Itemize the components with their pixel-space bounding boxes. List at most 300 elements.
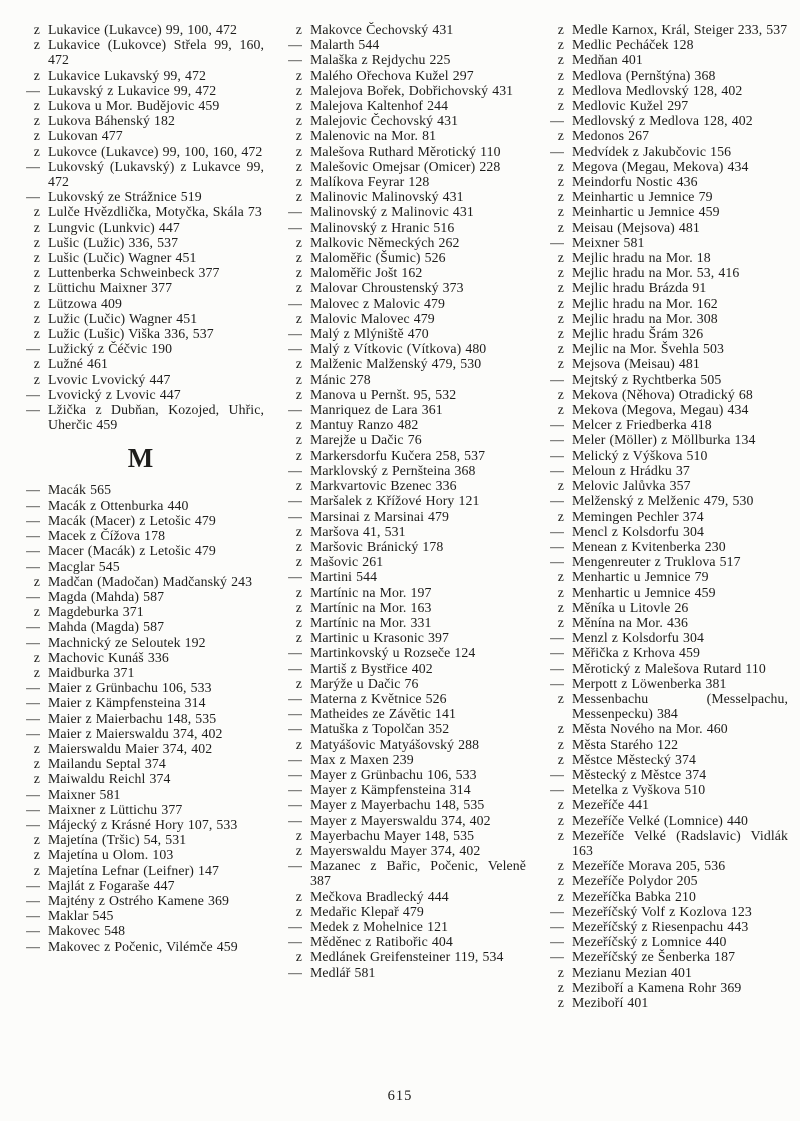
entry-text: Lukovský (Lukavský) z Lukavce 99, 472 — [48, 158, 264, 190]
entry-prefix: z — [557, 52, 564, 68]
entry-text: Lužic (Lučic) Wagner 451 — [48, 310, 198, 326]
entry-prefix: z — [33, 356, 40, 372]
entry-text: Měrotický z Malešova Rutard 110 — [572, 660, 766, 676]
index-entry — [280, 904, 526, 919]
entry-text: Medlář 581 — [310, 964, 376, 980]
index-entry — [18, 326, 264, 341]
entry-prefix: z — [557, 326, 564, 342]
index-entry — [280, 706, 526, 721]
entry-text: Manriquez de Lara 361 — [310, 402, 443, 418]
entry-prefix: z — [33, 664, 40, 680]
index-entry — [280, 934, 526, 949]
index-entry — [18, 498, 264, 513]
entry-prefix: z — [33, 128, 40, 144]
entry-text: Mezeříče 441 — [572, 797, 650, 813]
entry-prefix: — — [26, 619, 40, 635]
entry-text: Malý z Mlýniště 470 — [310, 326, 429, 342]
entry-prefix: — — [288, 858, 302, 874]
index-entry — [542, 813, 788, 828]
entry-prefix: — — [288, 782, 302, 798]
entry-prefix: — — [288, 204, 302, 220]
entry-text: Mazanec z Bařic, Počenic, Veleně 387 — [310, 858, 526, 889]
entry-prefix: z — [33, 280, 40, 296]
index-entry — [280, 174, 526, 189]
entry-text: Meziboří 401 — [572, 995, 649, 1010]
index-entry — [542, 797, 788, 812]
entry-text: Mejlic hradu Brázda 91 — [572, 280, 707, 296]
index-entry — [542, 980, 788, 995]
index-entry — [280, 144, 526, 159]
entry-text: Mejlic na Mor. Švehla 503 — [572, 341, 725, 357]
index-entry — [18, 726, 264, 741]
entry-text: Měníka u Litovle 26 — [572, 599, 689, 615]
entry-text: Maklar 545 — [48, 908, 114, 924]
index-entry — [18, 741, 264, 756]
index-entry — [280, 919, 526, 934]
entry-prefix: — — [288, 462, 302, 478]
entry-prefix: z — [33, 204, 40, 220]
index-entry — [18, 847, 264, 862]
entry-text: Malkovic Německých 262 — [310, 234, 460, 250]
entry-text: Majetína u Olom. 103 — [48, 847, 174, 863]
entry-prefix: — — [550, 234, 564, 250]
entry-prefix: — — [288, 645, 302, 661]
entry-prefix: z — [33, 756, 40, 772]
entry-prefix: — — [26, 558, 40, 574]
entry-text: Martiš z Bystřice 402 — [310, 660, 433, 676]
entry-prefix: z — [295, 599, 302, 615]
index-entry — [280, 737, 526, 752]
entry-text: Medek z Mohelnice 121 — [310, 918, 449, 934]
entry-prefix: — — [288, 706, 302, 722]
entry-prefix: — — [288, 766, 302, 782]
entry-text: Mayerswaldu Mayer 374, 402 — [310, 842, 481, 858]
entry-text: Lukovský ze Strážnice 519 — [48, 189, 202, 205]
entry-prefix: z — [557, 873, 564, 889]
entry-prefix: z — [33, 310, 40, 326]
index-entry — [280, 478, 526, 493]
entry-text: Megova (Megau, Mekova) 434 — [572, 158, 749, 174]
entry-prefix: — — [550, 660, 564, 676]
index-entry — [280, 417, 526, 432]
entry-text: Lušic (Lužic) 336, 537 — [48, 234, 179, 250]
entry-prefix: z — [295, 630, 302, 646]
entry-text: Majetína Lefnar (Leifner) 147 — [48, 862, 220, 878]
entry-prefix: — — [550, 523, 564, 539]
index-entry — [542, 767, 788, 782]
entry-prefix: — — [288, 37, 302, 53]
entry-prefix: z — [33, 649, 40, 665]
entry-prefix: z — [295, 174, 302, 190]
index-entry — [280, 98, 526, 113]
index-entry — [280, 949, 526, 964]
index-entry — [542, 858, 788, 873]
entry-prefix: — — [550, 143, 564, 159]
entry-prefix: z — [295, 554, 302, 570]
entry-prefix: — — [550, 554, 564, 570]
entry-prefix: — — [550, 630, 564, 646]
entry-text: Markvartovic Bzenec 336 — [310, 478, 457, 494]
entry-text: Mečkova Bradlecký 444 — [310, 888, 449, 904]
entry-prefix: z — [557, 599, 564, 615]
entry-text: Marklovský z Pernšteina 368 — [310, 462, 476, 478]
index-entry — [18, 311, 264, 326]
index-entry — [542, 965, 788, 980]
entry-prefix: z — [557, 827, 564, 843]
entry-text: Lukavice (Lukovce) Střela 99, 160, 472 — [48, 37, 264, 68]
entry-text: Marejže u Dačic 76 — [310, 432, 422, 448]
entry-text: Maloměřic (Šumic) 526 — [310, 250, 446, 266]
entry-prefix: z — [557, 265, 564, 281]
index-entry — [280, 676, 526, 691]
entry-prefix: z — [295, 949, 302, 965]
entry-prefix: z — [557, 797, 564, 813]
index-entry — [542, 509, 788, 524]
entry-prefix: — — [550, 447, 564, 463]
index-entry — [18, 356, 264, 371]
entry-prefix: z — [33, 113, 40, 129]
entry-text: Meixner 581 — [572, 234, 645, 250]
entry-text: Metelka z Vyškova 510 — [572, 782, 706, 798]
index-entry — [280, 509, 526, 524]
index-entry — [280, 813, 526, 828]
entry-prefix: — — [288, 493, 302, 509]
entry-prefix: z — [557, 189, 564, 205]
entry-text: Medlova (Pernštýna) 368 — [572, 67, 716, 83]
index-entry — [542, 296, 788, 311]
index-entry — [542, 311, 788, 326]
entry-text: Mejlic hradu na Mor. 18 — [572, 250, 711, 266]
index-entry — [280, 52, 526, 67]
entry-prefix: z — [33, 862, 40, 878]
entry-text: Lužné 461 — [48, 356, 109, 372]
entry-text: Materna z Květnice 526 — [310, 690, 447, 706]
index-entry — [18, 250, 264, 265]
index-entry — [18, 98, 264, 113]
index-entry — [542, 554, 788, 569]
index-entry — [18, 235, 264, 250]
entry-prefix: z — [295, 478, 302, 494]
index-entry — [542, 235, 788, 250]
index-entry — [280, 539, 526, 554]
entry-text: Městecký z Městce 374 — [572, 766, 707, 782]
entry-prefix: z — [557, 812, 564, 828]
index-entry — [18, 482, 264, 497]
entry-text: Markersdorfu Kučera 258, 537 — [310, 447, 486, 463]
index-entry — [280, 554, 526, 569]
entry-text: Martinkovský u Rozseče 124 — [310, 645, 476, 661]
entry-text: Meziboří a Kamena Rohr 369 — [572, 979, 742, 995]
entry-prefix: — — [288, 690, 302, 706]
index-entry — [18, 513, 264, 528]
entry-prefix: z — [295, 82, 302, 98]
entry-prefix: z — [557, 310, 564, 326]
entry-text: Majlát z Fogaraše 447 — [48, 877, 175, 893]
entry-text: Malý z Vítkovic (Vítkova) 480 — [310, 341, 487, 357]
entry-text: Malinovský z Hranic 516 — [310, 219, 455, 235]
index-entry — [18, 341, 264, 356]
entry-prefix: — — [550, 113, 564, 129]
index-entry — [280, 721, 526, 736]
entry-prefix: z — [557, 174, 564, 190]
index-entry — [18, 402, 264, 432]
index-entry — [18, 159, 264, 189]
entry-text: Malejova Kaltenhof 244 — [310, 98, 449, 114]
entry-prefix: z — [295, 22, 302, 37]
entry-text: Lužický z Čéčvic 190 — [48, 341, 173, 357]
entry-text: Medvídek z Jakubčovic 156 — [572, 143, 732, 159]
index-entry — [280, 448, 526, 463]
entry-text: Mayer z Grünbachu 106, 533 — [310, 766, 477, 782]
entry-text: Malovic Malovec 479 — [310, 310, 435, 326]
entry-text: Melženský z Melženic 479, 530 — [572, 493, 754, 509]
entry-prefix: — — [550, 675, 564, 691]
index-entry — [18, 863, 264, 878]
index-entry — [542, 432, 788, 447]
entry-prefix: — — [288, 295, 302, 311]
entry-text: Messenbachu (Messelpachu, Messenpecku) 384 — [572, 690, 788, 722]
entry-text: Malinovský z Malinovic 431 — [310, 204, 474, 220]
entry-prefix: z — [295, 903, 302, 919]
entry-prefix: — — [288, 797, 302, 813]
entry-text: Lukova Báhenský 182 — [48, 113, 176, 129]
entry-text: Merpott z Löwenberka 381 — [572, 675, 727, 691]
index-entry — [280, 402, 526, 417]
index-entry — [18, 265, 264, 280]
entry-prefix: z — [557, 295, 564, 311]
entry-prefix: — — [550, 417, 564, 433]
entry-prefix: z — [33, 98, 40, 114]
entry-text: Lukovce (Lukavce) 99, 100, 160, 472 — [48, 143, 263, 159]
entry-text: Mašovic 261 — [310, 554, 384, 570]
index-entry — [280, 311, 526, 326]
index-entry — [18, 372, 264, 387]
entry-text: Města Nového na Mor. 460 — [572, 721, 728, 737]
entry-prefix: z — [557, 204, 564, 220]
entry-prefix: — — [26, 402, 40, 418]
entry-text: Mekova (Něhova) Otradický 68 — [572, 386, 753, 402]
entry-prefix: z — [295, 98, 302, 114]
entry-prefix: z — [557, 478, 564, 494]
entry-prefix: z — [557, 37, 564, 53]
entry-text: Machnický ze Seloutek 192 — [48, 634, 206, 650]
entry-text: Lvovic Lvovický 447 — [48, 371, 171, 387]
entry-text: Medlova Medlovský 128, 402 — [572, 82, 743, 98]
entry-text: Malešova Ruthard Měrotický 110 — [310, 143, 501, 159]
entry-prefix: z — [295, 888, 302, 904]
entry-text: Lukova u Mor. Budějovic 459 — [48, 98, 220, 114]
entry-text: Macglar 545 — [48, 558, 120, 574]
entry-text: Melovic Jalůvka 357 — [572, 478, 691, 494]
index-entry — [542, 113, 788, 128]
entry-prefix: — — [550, 918, 564, 934]
entry-text: Matyášovic Matyášovský 288 — [310, 736, 480, 752]
index-entry — [280, 83, 526, 98]
entry-text: Macek z Čížova 178 — [48, 528, 166, 544]
entry-prefix: z — [33, 37, 40, 53]
entry-text: Lüttichu Maixner 377 — [48, 280, 173, 296]
entry-text: Majtény z Ostrého Kamene 369 — [48, 892, 230, 908]
entry-text: Lulče Hvězdlička, Motyčka, Skála 73 — [48, 204, 262, 220]
entry-prefix: — — [550, 371, 564, 387]
entry-prefix: z — [295, 538, 302, 554]
entry-text: Melický z Výškova 510 — [572, 447, 708, 463]
index-entry — [280, 615, 526, 630]
entry-prefix: — — [288, 52, 302, 68]
entry-prefix: z — [33, 847, 40, 863]
entry-prefix: z — [557, 751, 564, 767]
index-entry — [18, 832, 264, 847]
entry-text: Mayer z Mayerbachu 148, 535 — [310, 797, 485, 813]
entry-text: Makovce Čechovský 431 — [310, 22, 454, 37]
entry-prefix: — — [26, 816, 40, 832]
index-entry — [18, 771, 264, 786]
index-entry — [542, 995, 788, 1010]
index-entry — [542, 83, 788, 98]
page-number: 615 — [387, 1088, 413, 1104]
index-entry — [18, 543, 264, 558]
entry-text: Mánic 278 — [310, 371, 371, 387]
index-entry — [280, 493, 526, 508]
index-entry — [280, 645, 526, 660]
index-entry — [280, 585, 526, 600]
index-entry — [280, 387, 526, 402]
index-entry — [542, 387, 788, 402]
entry-text: Mejtský z Rychtberka 505 — [572, 371, 722, 387]
index-entry — [542, 539, 788, 554]
entry-text: Makovec z Počenic, Vilémče 459 — [48, 938, 238, 954]
index-entry — [18, 787, 264, 802]
index-entry — [280, 22, 526, 37]
entry-prefix: — — [26, 82, 40, 98]
index-entry — [542, 204, 788, 219]
entry-prefix: z — [295, 432, 302, 448]
index-entry — [18, 665, 264, 680]
index-entry — [280, 235, 526, 250]
entry-text: Májecký z Krásné Hory 107, 533 — [48, 816, 238, 832]
index-entry — [280, 600, 526, 615]
entry-text: Marýže u Dačic 76 — [310, 675, 419, 691]
entry-prefix: z — [557, 858, 564, 874]
entry-prefix: — — [26, 158, 40, 174]
entry-text: Melcer z Friedberka 418 — [572, 417, 712, 433]
entry-text: Mahda (Magda) 587 — [48, 619, 165, 635]
index-entry — [18, 711, 264, 726]
entry-text: Menzl z Kolsdorfu 304 — [572, 630, 704, 646]
index-entry — [18, 589, 264, 604]
index-entry — [18, 559, 264, 574]
entry-prefix: z — [295, 310, 302, 326]
entry-text: Menean z Kvitenberka 230 — [572, 538, 726, 554]
entry-text: Madčan (Madočan) Madčanský 243 — [48, 573, 253, 589]
entry-prefix: — — [550, 949, 564, 965]
entry-prefix: — — [288, 341, 302, 357]
index-entry — [542, 615, 788, 630]
entry-text: Lukavice (Lukavce) 99, 100, 472 — [48, 22, 237, 37]
index-entry — [280, 296, 526, 311]
entry-text: Malaška z Rejdychu 225 — [310, 52, 451, 68]
entry-text: Magdeburka 371 — [48, 604, 144, 620]
entry-text: Medňan 401 — [572, 52, 643, 68]
section-header-letter: M — [127, 443, 155, 474]
entry-text: Městce Městecký 374 — [572, 751, 696, 767]
entry-text: Magda (Mahda) 587 — [48, 588, 165, 604]
index-entry — [542, 889, 788, 904]
entry-prefix: z — [295, 386, 302, 402]
index-entry — [18, 128, 264, 143]
entry-prefix: — — [26, 634, 40, 650]
entry-prefix: z — [33, 250, 40, 266]
entry-prefix: — — [26, 482, 40, 498]
index-entry — [542, 934, 788, 949]
entry-prefix: — — [288, 934, 302, 950]
index-entry — [542, 524, 788, 539]
index-entry — [18, 619, 264, 634]
entry-prefix: — — [288, 918, 302, 934]
entry-prefix: z — [33, 573, 40, 589]
entry-prefix: z — [295, 584, 302, 600]
index-entry — [280, 159, 526, 174]
index-entry — [542, 478, 788, 493]
index-entry — [18, 878, 264, 893]
entry-prefix: z — [557, 690, 564, 706]
entry-prefix: — — [288, 219, 302, 235]
entry-prefix: z — [295, 280, 302, 296]
entry-text: Mejlic hradu na Mor. 162 — [572, 295, 718, 311]
index-entry — [542, 828, 788, 858]
entry-prefix: z — [295, 143, 302, 159]
index-entry — [18, 574, 264, 589]
entry-text: Lvovický z Lvovic 447 — [48, 386, 181, 402]
entry-text: Majetína (Tršic) 54, 531 — [48, 832, 187, 848]
entry-prefix: — — [288, 508, 302, 524]
index-entry — [542, 174, 788, 189]
entry-text: Macer (Macák) z Letošic 479 — [48, 543, 216, 559]
index-entry — [542, 448, 788, 463]
entry-prefix: z — [295, 250, 302, 266]
entry-prefix: z — [33, 67, 40, 83]
index-entry — [280, 965, 526, 980]
index-entry — [18, 189, 264, 204]
entry-prefix: z — [33, 771, 40, 787]
entry-prefix: — — [26, 341, 40, 357]
entry-prefix: z — [557, 250, 564, 266]
index-entry — [18, 817, 264, 832]
entry-text: Maier z Maierswaldu 374, 402 — [48, 725, 223, 741]
index-entry — [542, 691, 788, 721]
entry-text: Malovar Chroustenský 373 — [310, 280, 464, 296]
entry-prefix: — — [288, 402, 302, 418]
index-entry — [542, 463, 788, 478]
index-entry — [280, 326, 526, 341]
entry-text: Měnína na Mor. 436 — [572, 614, 688, 630]
entry-prefix: — — [26, 543, 40, 559]
entry-prefix: — — [26, 923, 40, 939]
index-entry — [18, 387, 264, 402]
entry-text: Lungvic (Lunkvic) 447 — [48, 219, 180, 235]
entry-text: Malenovic na Mor. 81 — [310, 128, 437, 144]
index-entry — [542, 737, 788, 752]
entry-prefix: — — [26, 938, 40, 954]
index-entry — [280, 767, 526, 782]
entry-prefix: z — [557, 386, 564, 402]
index-entry — [542, 585, 788, 600]
index-entry — [542, 600, 788, 615]
index-entry — [280, 68, 526, 83]
entry-prefix: z — [557, 979, 564, 995]
index-entry — [18, 22, 264, 37]
entry-prefix: — — [26, 892, 40, 908]
